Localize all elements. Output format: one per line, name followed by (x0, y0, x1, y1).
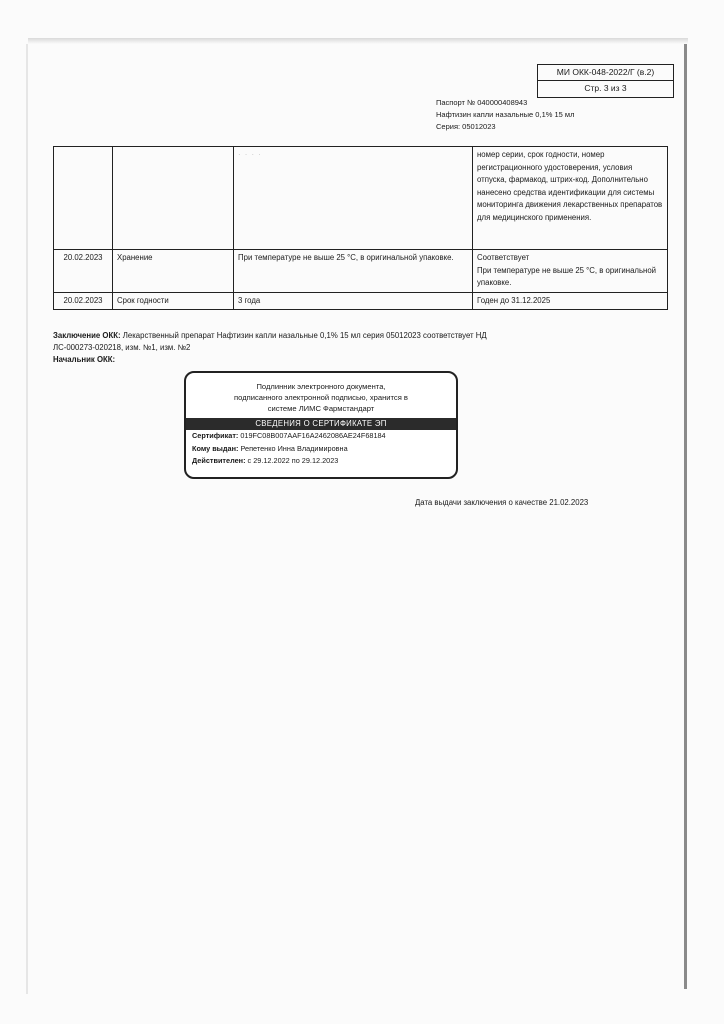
cert-validity-line (186, 455, 456, 468)
cell-name (113, 147, 234, 250)
scan-edge-left (26, 44, 28, 994)
cell-result (473, 250, 668, 293)
cert-value: 019FC08B007AAF16A2462086AE24F68184 (240, 431, 386, 440)
conclusion-block (53, 330, 613, 366)
stamp-line-2: подписанного электронной подписью, хранится в (234, 393, 408, 402)
cell-requirement: · · · · (234, 147, 473, 250)
stamp-line-3: системе ЛИМС Фармстандарт (267, 404, 375, 413)
cell-date: 20.02.2023 (54, 250, 113, 293)
cell-result: Годен до 31.12.2025 (473, 292, 668, 310)
conclusion-text-line2: ЛС-000273-020218, изм. №1, изм. №2 (53, 343, 191, 352)
passport-series: Серия: 05012023 (436, 122, 496, 131)
table-row (54, 292, 668, 310)
cert-label: Сертификат: (192, 431, 239, 440)
result-detail: При температуре не выше 25 °С, в оригинальной упаковке. (477, 265, 657, 287)
cell-requirement: 3 года (234, 292, 473, 310)
cell-requirement: При температуре не выше 25 °С, в оригинальной упаковке. (234, 250, 473, 293)
scan-edge-top (28, 38, 688, 44)
table-row (54, 250, 668, 293)
cell-name: Хранение (113, 250, 234, 293)
cell-result: номер серии, срок годности, номер регистрационного удостоверения, условия отпуска, фармакод, штрих-код. Дополнительно нанесено средства идентификации для системы мониторинга движения лекарственных препаратов для медицинского применения. (473, 147, 668, 250)
page-number: Стр. 3 из 3 (538, 80, 673, 96)
document-code-box (537, 64, 674, 98)
conclusion-label: Заключение ОКК: (53, 331, 121, 340)
passport-product: Нафтизин капли назальные 0,1% 15 мл (436, 110, 575, 119)
document-code: МИ ОКК-048-2022/Г (в.2) (556, 67, 655, 77)
issue-date: Дата выдачи заключения о качестве 21.02.2023 (415, 498, 589, 507)
passport-info (436, 97, 574, 133)
stamp-line-1: Подлинник электронного документа, (256, 382, 386, 391)
signature-certificate-stamp (184, 371, 458, 479)
cert-number-line (186, 430, 456, 443)
passport-number: Паспорт № 040000408943 (436, 98, 528, 107)
valid-value: с 29.12.2022 по 29.12.2023 (247, 456, 339, 465)
result-status: Соответствует (477, 253, 530, 262)
issued-label: Кому выдан: (192, 443, 239, 453)
cell-name: Срок годности (113, 292, 234, 310)
stamp-band: СВЕДЕНИЯ О СЕРТИФИКАТЕ ЭП (186, 418, 456, 430)
issued-value: Репетенко Инна Владимировна (240, 443, 348, 453)
conclusion-text: Лекарственный препарат Нафтизин капли назальные 0,1% 15 мл серия 05012023 соответствует НД (122, 331, 487, 340)
results-table (53, 146, 668, 310)
stamp-header (186, 381, 456, 414)
chief-label: Начальник ОКК: (53, 355, 116, 364)
cell-date (54, 147, 113, 250)
cell-date: 20.02.2023 (54, 292, 113, 310)
table-row (54, 147, 668, 250)
scan-edge-right (684, 44, 687, 989)
valid-label: Действителен: (192, 456, 246, 465)
cert-owner-line (186, 443, 456, 456)
